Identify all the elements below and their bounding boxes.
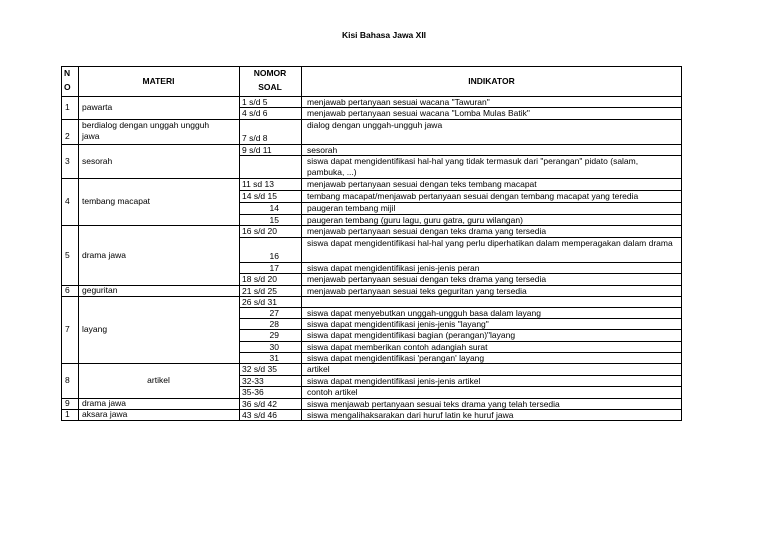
nomor-soal: 17 xyxy=(269,262,279,273)
nomor-soal: 15 xyxy=(269,214,279,225)
header-soal: SOAL xyxy=(258,82,282,92)
nomor-soal: 32-33 xyxy=(242,375,264,386)
group-divider xyxy=(61,178,239,179)
indikator-text: sesorah xyxy=(307,144,338,155)
indikator-text: siswa mengalihaksarakan dari huruf latin ke huruf jawa xyxy=(307,409,514,420)
materi-no: 1 xyxy=(65,409,70,419)
nomor-soal: 30 xyxy=(269,341,279,352)
indikator-text: tembang macapat/menjawab pertanyaan sesuai dengan tembang macapat yang teredia xyxy=(307,190,639,201)
nomor-soal: 21 s/d 25 xyxy=(242,285,277,296)
materi-no: 2 xyxy=(65,131,70,141)
nomor-soal: 7 s/d 8 xyxy=(242,132,268,143)
nomor-soal: 26 s/d 31 xyxy=(242,296,277,307)
indikator-text: paugeran tembang (guru lagu, guru gatra, guru wilangan) xyxy=(307,214,523,225)
nomor-soal: 16 xyxy=(269,250,279,261)
materi-label: artikel xyxy=(147,375,170,385)
indikator-text: siswa dapat mengidentifikasi jenis-jenis peran xyxy=(307,262,480,273)
header-no-2: O xyxy=(64,82,71,92)
materi-label: tembang macapat xyxy=(82,196,151,206)
materi-no: 8 xyxy=(65,375,70,385)
indikator-text: siswa dapat mengidentifikasi 'perangan' layang xyxy=(307,352,485,363)
materi-label: berdialog dengan unggah ungguh jawa xyxy=(82,120,210,141)
nomor-soal: 35-36 xyxy=(242,386,264,397)
nomor-soal: 27 xyxy=(269,307,279,318)
indikator-text: siswa dapat mengidentifikasi jenis-jenis artikel xyxy=(307,375,481,386)
header-nomor: NOMOR xyxy=(253,68,287,78)
indikator-text: menjawab pertanyaan sesuai dengan teks drama yang tersedia xyxy=(307,273,547,284)
nomor-soal: 29 xyxy=(269,329,279,340)
header-indikator: INDIKATOR xyxy=(468,76,515,86)
materi-no: 6 xyxy=(65,285,70,295)
indikator-text: menjawab pertanyaan sesuai dengan teks tembang macapat xyxy=(307,178,537,189)
materi-label: pawarta xyxy=(82,102,113,112)
materi-no: 4 xyxy=(65,196,70,206)
indikator-text: siswa menjawab pertanyaan sesuai teks drama yang telah tersedia xyxy=(307,398,560,409)
nomor-soal: 31 xyxy=(269,352,279,363)
nomor-soal: 1 s/d 5 xyxy=(242,96,268,107)
materi-no: 3 xyxy=(65,155,70,166)
materi-label: drama jawa xyxy=(82,249,126,260)
group-divider xyxy=(61,296,239,297)
kisi-table xyxy=(61,66,682,474)
materi-label: aksara jawa xyxy=(82,409,128,419)
materi-label: sesorah xyxy=(82,155,113,166)
materi-no: 1 xyxy=(65,102,70,112)
indikator-text: paugeran tembang mijil xyxy=(307,202,396,213)
indikator-text: artikel xyxy=(307,363,330,374)
materi-label: drama jawa xyxy=(82,398,126,408)
indikator-text: menjawab pertanyaan sesuai wacana "Tawuran" xyxy=(307,96,490,107)
group-divider xyxy=(61,144,239,145)
indikator-text: siswa dapat memberikan contoh adangiah surat xyxy=(307,341,488,352)
indikator-text: siswa dapat mengidentifikasi hal-hal yang perlu diperhatikan dalam memperagakan dalam drama xyxy=(307,237,673,248)
indikator-text: siswa dapat mengidentifikasi hal-hal yang tidak termasuk dari "perangan" pidato (salam, pambuka, ...) xyxy=(307,155,639,177)
materi-no: 5 xyxy=(65,249,70,260)
nomor-soal: 9 s/d 11 xyxy=(242,144,272,155)
header-no: N xyxy=(64,68,71,78)
materi-label: geguritan xyxy=(82,285,118,295)
nomor-soal: 14 s/d 15 xyxy=(242,190,277,201)
materi-no: 7 xyxy=(65,324,70,334)
indikator-text: siswa dapat mengidentifikasi bagian (perangan)"layang xyxy=(307,329,516,340)
indikator-text: dialog dengan unggah-ungguh jawa xyxy=(307,119,443,130)
indikator-text: menjawab pertanyaan sesuai dengan teks drama yang tersedia xyxy=(307,225,547,236)
nomor-soal: 43 s/d 46 xyxy=(242,409,277,420)
indikator-text: siswa dapat menyebutkan unggah-ungguh basa dalam layang xyxy=(307,307,541,318)
document-title: Kisi Bahasa Jawa XII xyxy=(341,30,427,40)
nomor-soal: 16 s/d 20 xyxy=(242,225,277,236)
nomor-soal: 28 xyxy=(269,318,279,329)
group-divider xyxy=(61,225,239,226)
table-border-top xyxy=(61,66,682,67)
nomor-soal: 18 s/d 20 xyxy=(242,273,277,284)
nomor-soal: 14 xyxy=(269,202,279,213)
nomor-soal: 4 s/d 6 xyxy=(242,107,268,118)
header-materi: MATERI xyxy=(142,76,175,86)
indikator-text: contoh artikel xyxy=(307,386,358,397)
nomor-soal: 36 s/d 42 xyxy=(242,398,277,409)
nomor-soal: 11 sd 13 xyxy=(242,178,274,189)
indikator-text: siswa dapat mengidentifikasi jenis-jenis "layang" xyxy=(307,318,489,329)
indikator-text: menjawab pertanyaan sesuai wacana "Lomba Mulas Batik" xyxy=(307,107,530,118)
materi-no: 9 xyxy=(65,398,70,408)
indikator-text: menjawab pertanyaan sesuai teks geguritan yang tersedia xyxy=(307,285,527,296)
group-divider xyxy=(61,363,239,364)
materi-label: layang xyxy=(82,324,108,334)
nomor-soal: 32 s/d 35 xyxy=(242,363,277,374)
